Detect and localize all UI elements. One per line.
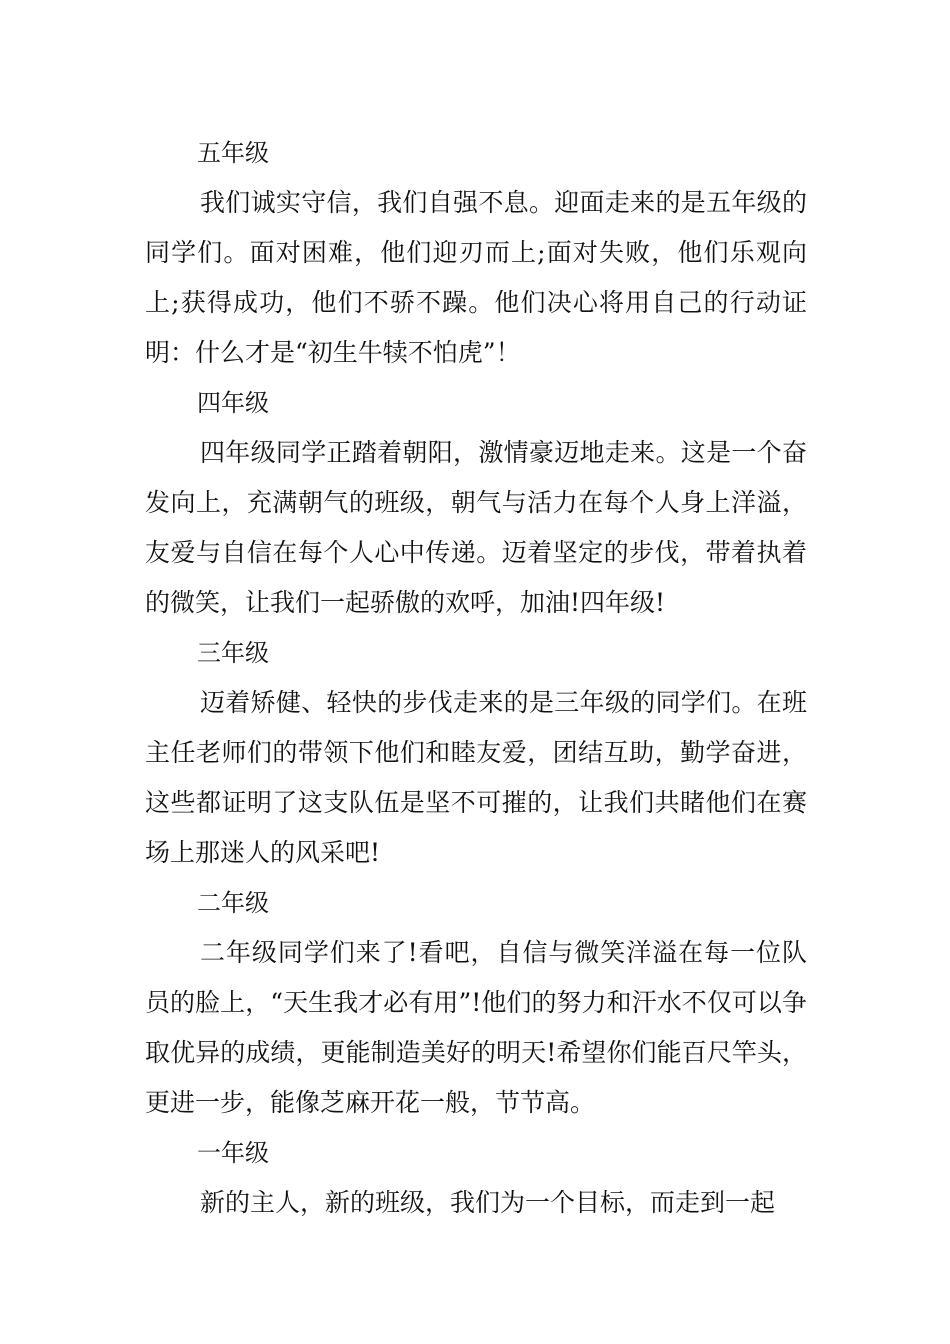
grade-four-heading: 四年级	[197, 389, 269, 417]
grade-five-paragraph: 我们诚实守信，我们自强不息。迎面走来的是五年级的同学们。面对困难，他们迎刃而上;面对失败，他们乐观向上;获得成功，他们不骄不躁。他们决心将用自己的行动证明：什么才是“初生牛犊不怕虎”！	[145, 188, 807, 367]
grade-one-heading: 一年级	[197, 1139, 269, 1167]
grade-two-paragraph: 二年级同学们来了!看吧，自信与微笑洋溢在每一位队员的脸上，“天生我才必有用”!他们的努力和汗水不仅可以争取优异的成绩，更能制造美好的明天!希望你们能百尺竿头，更进一步，能像芝麻开花一般，节节高。	[145, 938, 807, 1117]
document-body	[145, 128, 807, 1228]
grade-four-paragraph: 四年级同学正踏着朝阳，激情豪迈地走来。这是一个奋发向上，充满朝气的班级，朝气与活力在每个人身上洋溢，友爱与自信在每个人心中传递。迈着坚定的步伐，带着执着的微笑，让我们一起骄傲的欢呼，加油!四年级!	[145, 438, 807, 617]
grade-two-heading: 二年级	[197, 889, 269, 917]
grade-five-heading: 五年级	[197, 139, 269, 167]
grade-one-paragraph: 新的主人，新的班级，我们为一个目标，而走到一起	[200, 1188, 776, 1217]
grade-three-heading: 三年级	[197, 639, 269, 667]
grade-three-paragraph: 迈着矫健、轻快的步伐走来的是三年级的同学们。在班主任老师们的带领下他们和睦友爱，团结互助，勤学奋进，这些都证明了这支队伍是坚不可摧的，让我们共睹他们在赛场上那迷人的风采吧!	[145, 688, 807, 867]
